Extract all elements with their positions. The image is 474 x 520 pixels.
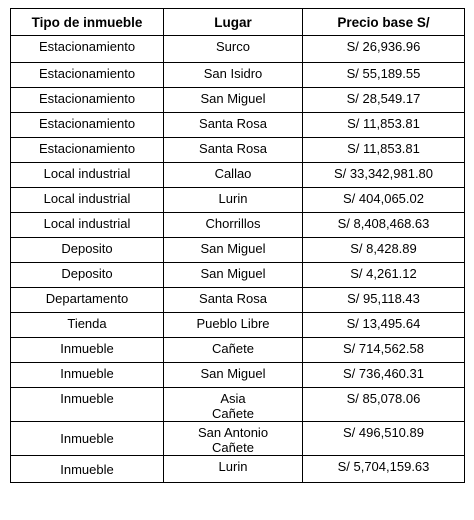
cell-lugar: San Isidro bbox=[164, 63, 303, 88]
table-row bbox=[11, 63, 465, 88]
table-row bbox=[11, 36, 465, 63]
cell-lugar bbox=[164, 422, 303, 456]
cell-lugar: Pueblo Libre bbox=[164, 313, 303, 338]
cell-precio: S/ 714,562.58 bbox=[303, 338, 465, 363]
cell-tipo: Deposito bbox=[11, 238, 164, 263]
cell-tipo: Local industrial bbox=[11, 213, 164, 238]
cell-lugar: San Miguel bbox=[164, 263, 303, 288]
table-row bbox=[11, 388, 465, 422]
cell-lugar: Santa Rosa bbox=[164, 138, 303, 163]
cell-tipo: Inmueble bbox=[11, 363, 164, 388]
cell-tipo: Estacionamiento bbox=[11, 138, 164, 163]
cell-precio: S/ 8,408,468.63 bbox=[303, 213, 465, 238]
table-row bbox=[11, 213, 465, 238]
cell-lugar: Cañete bbox=[164, 338, 303, 363]
cell-precio: S/ 26,936.96 bbox=[303, 36, 465, 63]
header-precio-base: Precio base S/ bbox=[303, 9, 465, 36]
cell-precio: S/ 28,549.17 bbox=[303, 88, 465, 113]
table-row bbox=[11, 363, 465, 388]
cell-tipo: Inmueble bbox=[11, 456, 164, 483]
cell-precio: S/ 33,342,981.80 bbox=[303, 163, 465, 188]
cell-precio: S/ 8,428.89 bbox=[303, 238, 465, 263]
cell-tipo: Inmueble bbox=[11, 338, 164, 363]
cell-precio: S/ 496,510.89 bbox=[303, 422, 465, 456]
table-row bbox=[11, 163, 465, 188]
cell-lugar: Chorrillos bbox=[164, 213, 303, 238]
table-row bbox=[11, 138, 465, 163]
cell-precio: S/ 736,460.31 bbox=[303, 363, 465, 388]
cell-lugar: San Miguel bbox=[164, 363, 303, 388]
cell-lugar: Lurin bbox=[164, 456, 303, 483]
cell-tipo: Estacionamiento bbox=[11, 113, 164, 138]
cell-lugar: Callao bbox=[164, 163, 303, 188]
header-tipo-de-inmueble: Tipo de inmueble bbox=[11, 9, 164, 36]
cell-tipo: Tienda bbox=[11, 313, 164, 338]
cell-tipo: Estacionamiento bbox=[11, 88, 164, 113]
table-row bbox=[11, 188, 465, 213]
cell-lugar-line1: Asia bbox=[220, 391, 246, 406]
table-header-row bbox=[11, 9, 465, 36]
cell-tipo: Inmueble bbox=[11, 388, 164, 422]
table-row bbox=[11, 238, 465, 263]
cell-precio: S/ 85,078.06 bbox=[303, 388, 465, 422]
cell-precio: S/ 11,853.81 bbox=[303, 113, 465, 138]
cell-precio: S/ 11,853.81 bbox=[303, 138, 465, 163]
cell-tipo: Inmueble bbox=[11, 422, 164, 456]
cell-tipo: Estacionamiento bbox=[11, 36, 164, 63]
cell-lugar: San Miguel bbox=[164, 88, 303, 113]
property-table bbox=[10, 8, 465, 483]
cell-precio: S/ 5,704,159.63 bbox=[303, 456, 465, 483]
cell-precio: S/ 13,495.64 bbox=[303, 313, 465, 338]
cell-lugar: Santa Rosa bbox=[164, 113, 303, 138]
cell-precio: S/ 95,118.43 bbox=[303, 288, 465, 313]
cell-precio: S/ 4,261.12 bbox=[303, 263, 465, 288]
table-row bbox=[11, 456, 465, 483]
cell-lugar: Surco bbox=[164, 36, 303, 63]
cell-lugar bbox=[164, 388, 303, 422]
table-row bbox=[11, 422, 465, 456]
cell-tipo: Local industrial bbox=[11, 188, 164, 213]
cell-lugar: San Miguel bbox=[164, 238, 303, 263]
header-lugar: Lugar bbox=[164, 9, 303, 36]
cell-tipo: Local industrial bbox=[11, 163, 164, 188]
cell-tipo: Estacionamiento bbox=[11, 63, 164, 88]
cell-lugar-line2: Cañete bbox=[212, 440, 254, 455]
table-row bbox=[11, 88, 465, 113]
table-row bbox=[11, 338, 465, 363]
table-row bbox=[11, 288, 465, 313]
cell-lugar-line2: Cañete bbox=[212, 406, 254, 421]
cell-lugar: Lurin bbox=[164, 188, 303, 213]
cell-lugar-line1: San Antonio bbox=[197, 425, 269, 440]
table-row bbox=[11, 113, 465, 138]
table-row bbox=[11, 313, 465, 338]
cell-lugar: Santa Rosa bbox=[164, 288, 303, 313]
cell-tipo: Deposito bbox=[11, 263, 164, 288]
cell-tipo: Departamento bbox=[11, 288, 164, 313]
cell-precio: S/ 404,065.02 bbox=[303, 188, 465, 213]
table-row bbox=[11, 263, 465, 288]
cell-precio: S/ 55,189.55 bbox=[303, 63, 465, 88]
